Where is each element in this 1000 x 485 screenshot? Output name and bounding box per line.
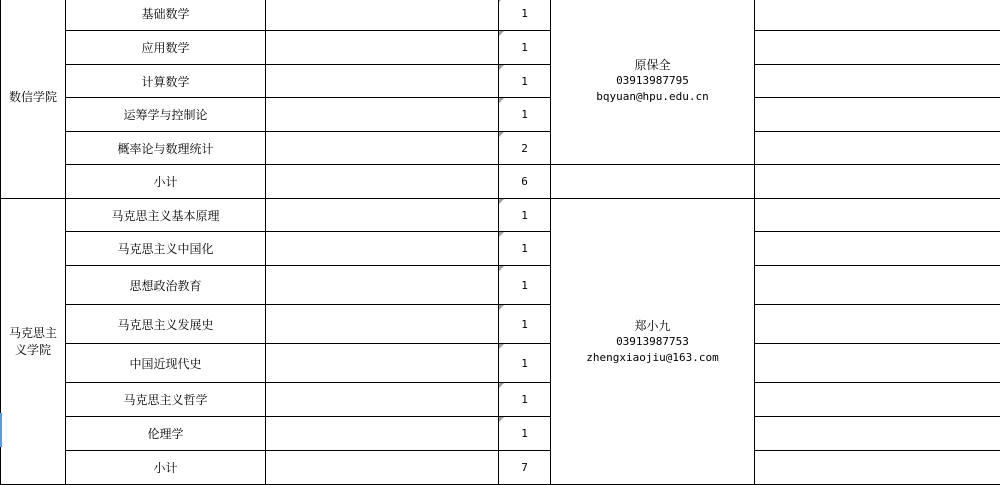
- major-cell[interactable]: [66, 65, 266, 98]
- subtotal-row: [1, 165, 1000, 199]
- empty-cell[interactable]: [755, 417, 1000, 451]
- subtotal-label: 小计: [153, 461, 177, 475]
- empty-cell[interactable]: [266, 0, 499, 31]
- comment-marker-icon: [499, 305, 504, 310]
- subtotal-label-cell[interactable]: [66, 451, 266, 485]
- major-cell[interactable]: [66, 98, 266, 132]
- count-cell[interactable]: [499, 266, 551, 305]
- empty-cell[interactable]: [755, 65, 1000, 98]
- contact-phone: 03913987795: [551, 73, 754, 89]
- major-name: 运筹学与控制论: [123, 108, 207, 122]
- empty-cell[interactable]: [755, 165, 1000, 199]
- table-row: [1, 266, 1000, 305]
- major-cell[interactable]: [66, 0, 266, 31]
- major-name: 概率论与数理统计: [117, 142, 213, 156]
- table-row: [1, 65, 1000, 98]
- subtotal-row: [1, 451, 1000, 485]
- contact-name: 郑小九: [551, 318, 754, 334]
- count-value: 1: [521, 108, 528, 121]
- subtotal-count-cell[interactable]: [499, 451, 551, 485]
- major-name: 应用数学: [141, 41, 189, 55]
- table-row: [1, 132, 1000, 165]
- comment-marker-icon: [499, 266, 504, 271]
- empty-cell[interactable]: [551, 165, 755, 199]
- table-row: [1, 31, 1000, 65]
- major-cell[interactable]: [66, 417, 266, 451]
- empty-cell[interactable]: [266, 417, 499, 451]
- count-value: 1: [521, 357, 528, 370]
- subtotal-label: 小计: [153, 175, 177, 189]
- empty-cell[interactable]: [755, 451, 1000, 485]
- empty-cell[interactable]: [755, 0, 1000, 31]
- college-cell[interactable]: [1, 0, 66, 199]
- empty-cell[interactable]: [266, 344, 499, 383]
- empty-cell[interactable]: [266, 165, 499, 199]
- table-row: [1, 305, 1000, 344]
- major-name: 计算数学: [141, 75, 189, 89]
- major-name: 马克思主义哲学: [123, 393, 207, 407]
- major-name: 伦理学: [147, 427, 183, 441]
- empty-cell[interactable]: [755, 383, 1000, 417]
- count-value: 1: [521, 242, 528, 255]
- count-cell[interactable]: [499, 31, 551, 65]
- contact-cell[interactable]: [551, 0, 755, 165]
- empty-cell[interactable]: [266, 31, 499, 65]
- empty-cell[interactable]: [266, 65, 499, 98]
- count-value: 1: [521, 318, 528, 331]
- comment-marker-icon: [499, 232, 504, 237]
- comment-marker-icon: [499, 65, 504, 70]
- contact-name: 原保全: [551, 57, 754, 73]
- count-cell[interactable]: [499, 0, 551, 31]
- count-value: 1: [521, 75, 528, 88]
- count-cell[interactable]: [499, 132, 551, 165]
- empty-cell[interactable]: [755, 31, 1000, 65]
- college-cell[interactable]: [1, 199, 66, 485]
- table-row: [1, 98, 1000, 132]
- college-name: 数信学院: [9, 90, 57, 104]
- major-cell[interactable]: [66, 383, 266, 417]
- major-name: 马克思主义基本原理: [111, 209, 219, 223]
- count-value: 1: [521, 427, 528, 440]
- table-row: [1, 232, 1000, 266]
- comment-marker-icon: [499, 383, 504, 388]
- major-cell[interactable]: [66, 199, 266, 232]
- empty-cell[interactable]: [755, 98, 1000, 132]
- count-value: 2: [521, 142, 528, 155]
- comment-marker-icon: [499, 344, 504, 349]
- major-cell[interactable]: [66, 266, 266, 305]
- college-name: 马克思主义学院: [7, 325, 59, 359]
- major-name: 基础数学: [141, 7, 189, 21]
- contact-cell[interactable]: [551, 199, 755, 485]
- comment-marker-icon: [499, 199, 504, 204]
- count-value: 1: [521, 7, 528, 20]
- contact-phone: 03913987753: [551, 334, 754, 350]
- count-cell[interactable]: [499, 305, 551, 344]
- count-cell[interactable]: [499, 417, 551, 451]
- count-cell[interactable]: [499, 199, 551, 232]
- comment-marker-icon: [499, 132, 504, 137]
- count-cell[interactable]: [499, 383, 551, 417]
- major-cell[interactable]: [66, 305, 266, 344]
- empty-cell[interactable]: [266, 305, 499, 344]
- empty-cell[interactable]: [266, 266, 499, 305]
- count-cell[interactable]: [499, 344, 551, 383]
- empty-cell[interactable]: [266, 451, 499, 485]
- contact-email: bqyuan@hpu.edu.cn: [551, 89, 754, 105]
- count-cell[interactable]: [499, 232, 551, 266]
- count-value: 1: [521, 209, 528, 222]
- row-selection-indicator: [0, 413, 2, 447]
- empty-cell[interactable]: [755, 132, 1000, 165]
- subtotal-count-cell[interactable]: [499, 165, 551, 199]
- major-cell[interactable]: [66, 344, 266, 383]
- major-name: 思想政治教育: [129, 279, 201, 293]
- empty-cell[interactable]: [755, 344, 1000, 383]
- contact-email: zhengxiaojiu@163.com: [551, 350, 754, 366]
- comment-marker-icon: [499, 31, 504, 36]
- empty-cell[interactable]: [266, 232, 499, 266]
- count-value: 1: [521, 279, 528, 292]
- major-cell[interactable]: [66, 132, 266, 165]
- empty-cell[interactable]: [266, 383, 499, 417]
- empty-cell[interactable]: [266, 199, 499, 232]
- empty-cell[interactable]: [266, 98, 499, 132]
- count-value: 1: [521, 393, 528, 406]
- empty-cell[interactable]: [266, 132, 499, 165]
- comment-marker-icon: [499, 0, 504, 2]
- count-value: 1: [521, 41, 528, 54]
- comment-marker-icon: [499, 417, 504, 422]
- table-row: [1, 0, 1000, 31]
- subtotal-label-cell[interactable]: [66, 165, 266, 199]
- empty-cell[interactable]: [755, 232, 1000, 266]
- table-row: [1, 344, 1000, 383]
- major-cell[interactable]: [66, 31, 266, 65]
- major-cell[interactable]: [66, 232, 266, 266]
- major-name: 马克思主义中国化: [117, 242, 213, 256]
- count-cell[interactable]: [499, 65, 551, 98]
- count-cell[interactable]: [499, 98, 551, 132]
- major-name: 马克思主义发展史: [117, 318, 213, 332]
- empty-cell[interactable]: [755, 305, 1000, 344]
- empty-cell[interactable]: [755, 199, 1000, 232]
- major-name: 中国近现代史: [129, 357, 201, 371]
- empty-cell[interactable]: [755, 266, 1000, 305]
- subtotal-count: 6: [521, 175, 528, 188]
- table-row: [1, 417, 1000, 451]
- table-row: [1, 199, 1000, 232]
- table-row: [1, 383, 1000, 417]
- subtotal-count: 7: [521, 461, 528, 474]
- comment-marker-icon: [499, 98, 504, 103]
